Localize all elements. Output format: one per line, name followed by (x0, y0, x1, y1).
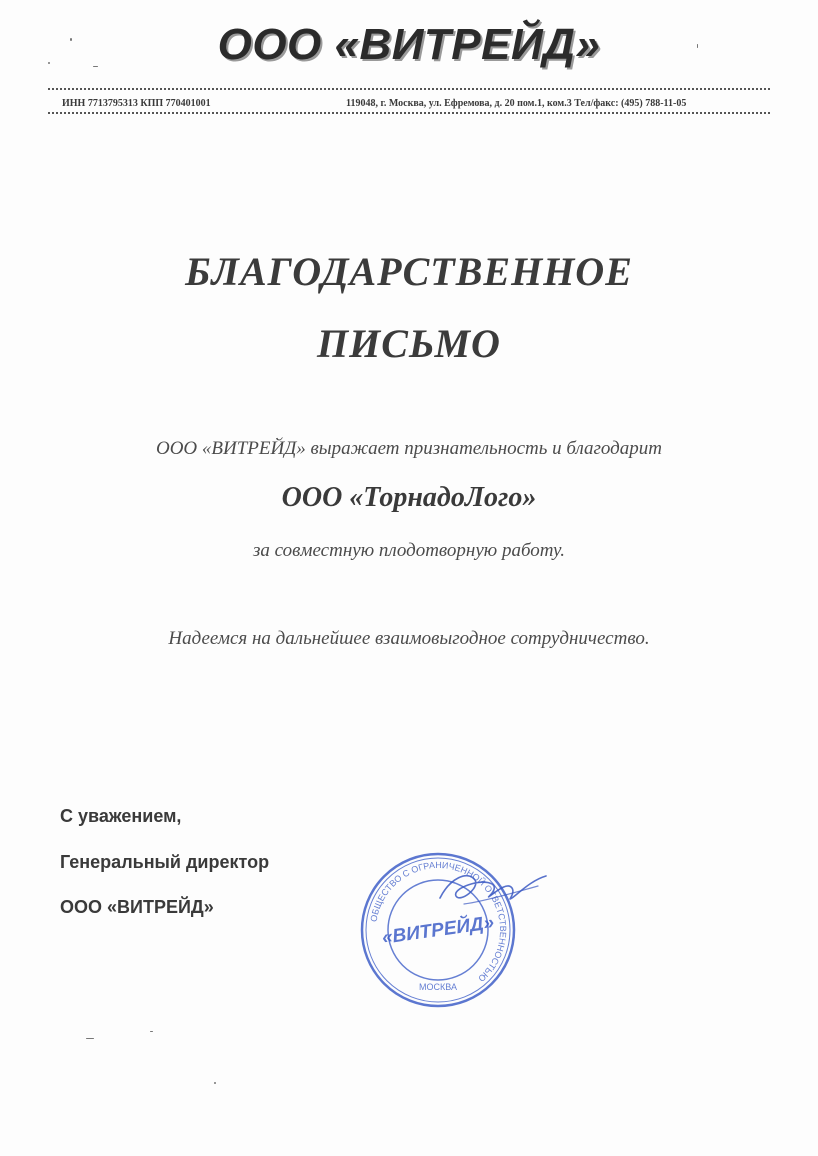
letter-title-line2: ПИСЬМО (317, 321, 501, 366)
letter-title-line1: БЛАГОДАРСТВЕННОЕ (185, 249, 633, 294)
paper-speck (697, 44, 698, 48)
address-phone: 119048, г. Москва, ул. Ефремова, д. 20 пом.1, ком.3 Тел/факс: (495) 788-11-05 (346, 98, 687, 109)
paper-speck (150, 1031, 153, 1032)
partner-name: ООО «ТорнадоЛого» (281, 482, 537, 513)
handwritten-signature (420, 858, 560, 928)
stamp-ring-text: ОБЩЕСТВО С ОГРАНИЧЕННОЙ ОТВЕТСТВЕННОСТЬЮ (368, 859, 509, 984)
reason-line: за совместную плодотворную работу. (253, 540, 565, 561)
tax-ids: ИНН 7713795313 КПП 770401001 (62, 98, 211, 109)
paper-speck (86, 1038, 94, 1039)
letterhead-divider-bottom (48, 112, 770, 114)
director-position: Генеральный директор (60, 852, 270, 872)
stamp-city-text: МОСКВА (419, 982, 457, 992)
signature-company: ООО «ВИТРЕЙД» (60, 897, 214, 917)
letterhead-divider-top (48, 88, 770, 90)
company-letterhead-title: ООО «ВИТРЕЙД» (217, 20, 601, 69)
paper-speck (214, 1082, 216, 1084)
gratitude-line: ООО «ВИТРЕЙД» выражает признательность и благодарит (155, 438, 663, 459)
hope-line: Надеемся на дальнейшее взаимовыгодное сотрудничество. (168, 628, 650, 649)
stamp-center-text: «ВИТРЕЙД» (380, 912, 496, 949)
paper-speck (70, 38, 72, 41)
paper-speck (48, 62, 50, 64)
closing-text: С уважением, (60, 806, 182, 826)
paper-speck (93, 66, 98, 67)
